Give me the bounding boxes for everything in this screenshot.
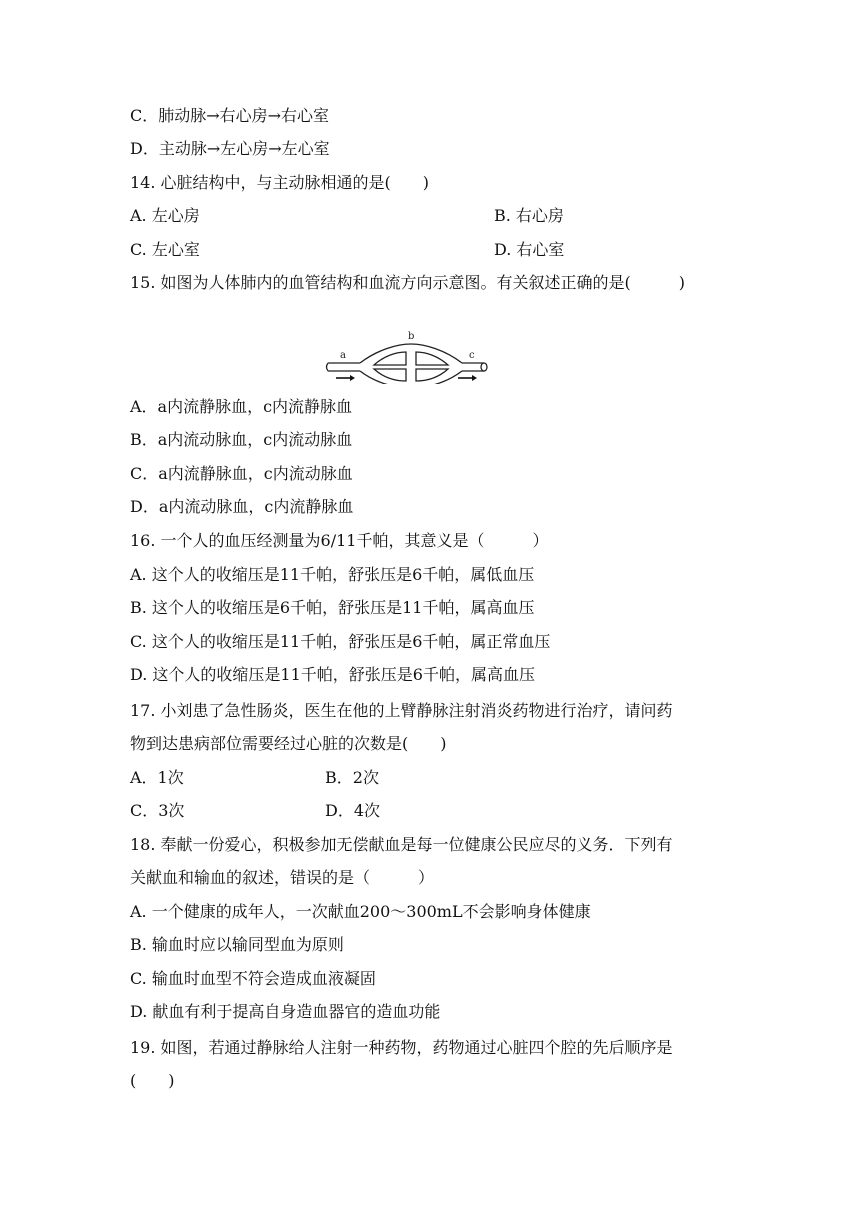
q18-option-c: C. 输血时血型不符会造成血液凝固 — [130, 969, 376, 988]
q19-stem-line2: ( ) — [130, 1071, 175, 1090]
lung-blood-vessel-diagram — [322, 328, 490, 384]
diagram-label-a: a — [340, 350, 346, 361]
q14-option-d: D. 右心室 — [494, 240, 565, 259]
q13-option-c: C．肺动脉→右心房→右心室 — [130, 106, 330, 125]
q15-option-b: B．a内流动脉血，c内流动脉血 — [130, 430, 353, 449]
q17-option-c: C．3次 — [130, 801, 185, 820]
q13-option-d: D．主动脉→左心房→左心室 — [130, 139, 330, 158]
q16-option-b: B. 这个人的收缩压是6千帕，舒张压是11千帕，属高血压 — [130, 598, 535, 617]
q14-option-c: C. 左心室 — [130, 240, 200, 259]
q17-option-b: B．2次 — [325, 768, 379, 787]
q17-stem-line2: 物到达患病部位需要经过心脏的次数是( ) — [130, 734, 447, 753]
q14-stem: 14. 心脏结构中，与主动脉相通的是( ) — [130, 173, 430, 192]
q16-stem: 16. 一个人的血压经测量为6/11千帕，其意义是（ ） — [130, 531, 549, 550]
q16-option-a: A. 这个人的收缩压是11千帕，舒张压是6千帕，属低血压 — [130, 565, 535, 584]
q15-stem: 15. 如图为人体肺内的血管结构和血流方向示意图。有关叙述正确的是( ) — [130, 273, 686, 292]
q18-option-b: B. 输血时应以输同型血为原则 — [130, 935, 344, 954]
q18-option-a: A. 一个健康的成年人，一次献血200～300mL不会影响身体健康 — [130, 902, 591, 921]
diagram-label-c: c — [469, 350, 475, 361]
q17-option-a: A．1次 — [130, 768, 184, 787]
q19-stem-line1: 19. 如图，若通过静脉给人注射一种药物，药物通过心脏四个腔的先后顺序是 — [130, 1038, 673, 1057]
diagram-label-b: b — [408, 331, 415, 342]
q18-option-d: D. 献血有利于提高自身造血器官的造血功能 — [130, 1002, 441, 1021]
q15-option-d: D．a内流动脉血，c内流静脉血 — [130, 497, 354, 516]
q16-option-c: C. 这个人的收缩压是11千帕，舒张压是6千帕，属正常血压 — [130, 632, 551, 651]
q16-option-d: D. 这个人的收缩压是11千帕，舒张压是6千帕，属高血压 — [130, 665, 535, 684]
q14-option-a: A. 左心房 — [130, 206, 200, 225]
q15-option-c: C．a内流静脉血，c内流动脉血 — [130, 464, 353, 483]
q17-stem-line1: 17. 小刘患了急性肠炎，医生在他的上臂静脉注射消炎药物进行治疗，请问药 — [130, 701, 673, 720]
q15-option-a: A．a内流静脉血，c内流静脉血 — [130, 397, 353, 416]
q18-stem-line1: 18. 奉献一份爱心，积极参加无偿献血是每一位健康公民应尽的义务．下列有 — [130, 835, 673, 854]
q14-option-b: B. 右心房 — [494, 206, 564, 225]
q17-option-d: D．4次 — [325, 801, 381, 820]
q18-stem-line2: 关献血和输血的叙述，错误的是（ ） — [130, 868, 435, 887]
